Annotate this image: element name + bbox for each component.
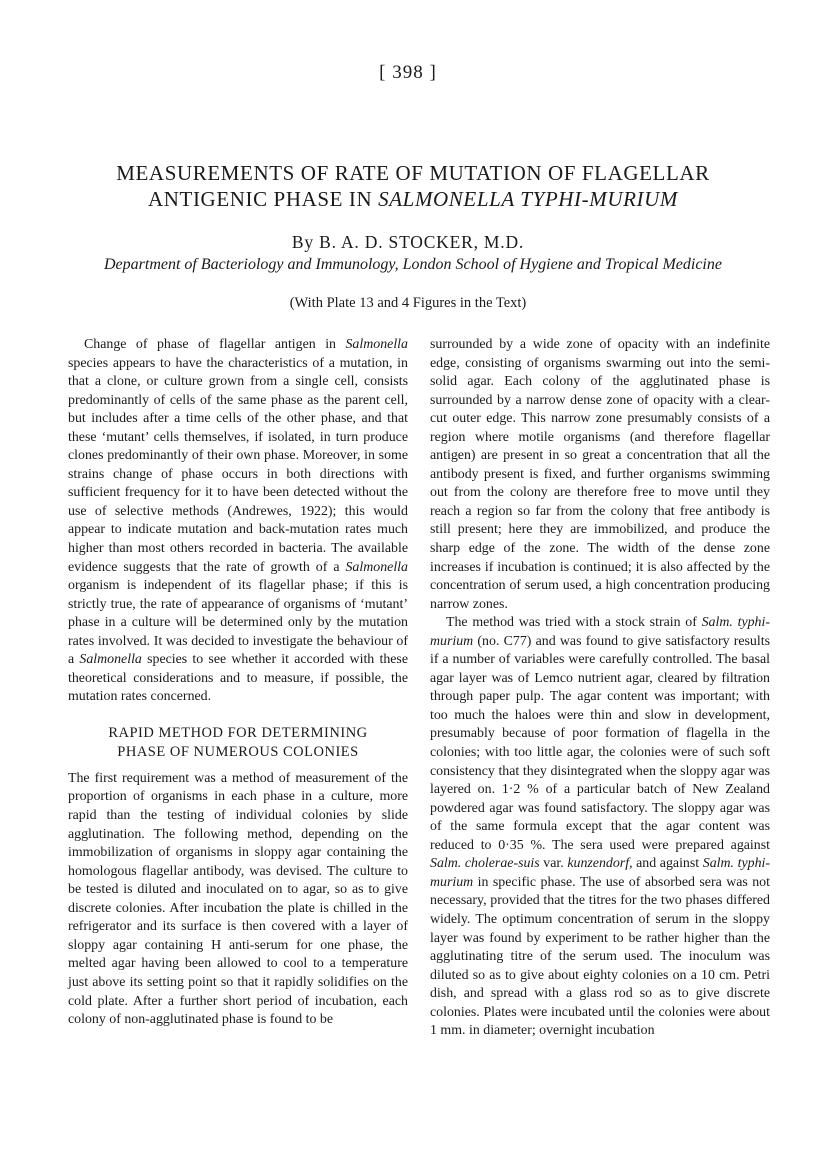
title-line-2-prefix: ANTIGENIC PHASE IN: [148, 187, 379, 211]
left-column: [68, 336, 408, 1030]
continued-paragraph: surrounded by a wide zone of opacity with an indefinite edge, consisting of organisms swarming out into the semi-solid agar. Each colony of the agglutinated phase is surrounded by a narrow dense zone of opacity with a clear-cut outer edge. This narrow zone presumably consists of a region where motile organisms (and therefore flagellar antigen) are present in so great a concentration that all the antibody present is fixed, and further organisms swimming out from the colony are therefore free to move until they reach a region so far from the colony that free antibody is still present; here they are immobilized, and produce the sharp edge of the zone. The width of the dense zone increases if incubation is continued; it is also affected by the concentration of serum used, a high concentration producing narrow zones.: [430, 337, 770, 612]
right-column: [430, 336, 770, 1041]
intro-paragraph: Change of phase of flagellar antigen in Salmonella species appears to have the characteristics of a mutation, in that a clone, or culture grown from a single cell, consists predominantly of cells of the same phase as the parent cell, but includes after a time cells of the other phase, and that these ‘mutant’ cells themselves, if isolated, in turn produce clones predominantly of their own phase. Moreover, in some strains change of phase occurs in both directions with sufficient frequency for it to have been detected without the use of selective methods (Andrewes, 1922); this would appear to indicate mutation and back-mutation rates much higher than most others recorded in bacteria. The available evidence suggests that the rate of growth of a Salmonella organism is independent of its flagellar phase; if this is strictly true, the rate of appearance of organisms of ‘mutant’ phase in a culture will be determined only by the mutation rates involved. It was decided to investigate the behaviour of a Salmonella species to see whether it accorded with these theoretical considerations and to measure, if possible, the mutation rates concerned.: [68, 337, 409, 705]
author-affiliation: Department of Bacteriology and Immunology, London School of Hygiene and Tropical Medicine: [104, 256, 722, 273]
plate-note: (With Plate 13 and 4 Figures in the Text): [289, 295, 527, 311]
method-paragraph: The first requirement was a method of measurement of the proportion of organisms in each phase in a culture, more rapid than the testing of individual colonies by slide agglutination. The following method, depending on the immobilization of organisms in sloppy agar containing the homologous flagellar antibody, was devised. The culture to be tested is diluted and inoculated on to agar, so as to give discrete colonies. After incubation the plate is chilled in the refrigerator and its surface is then covered with a layer of sloppy agar containing H anti-serum for one phase, the melted agar having been allowed to cool to a temperature just above its setting point so that it rapidly solidifies on the cold plate. After a further short period of incubation, each colony of non-agglutinated phase is found to be: [68, 770, 408, 1028]
author-byline: By B. A. D. STOCKER, M.D.: [291, 232, 525, 252]
section-heading: RAPID METHOD FOR DETERMINING PHASE OF NUMEROUS COLONIES: [108, 724, 368, 760]
title-line-1: MEASUREMENTS OF RATE OF MUTATION OF FLAGELLAR: [116, 161, 710, 185]
page-number: [ 398 ]: [379, 62, 437, 83]
title-line-2-organism: SALMONELLA TYPHI-MURIUM: [378, 187, 678, 211]
strain-paragraph: The method was tried with a stock strain of Salm. typhi-murium (no. C77) and was found to give satisfactory results if a number of variables were carefully controlled. The basal agar layer was of Lemco nutrient agar, cleared by filtration through paper pulp. The agar content was important; with too much the haloes were thin and slow in development, presumably because of poor formation of flagella in the colonies; with too little agar, the colonies were of such soft consistency that they disintegrated when the sloppy agar was layered on. 1·2 % of a particular batch of New Zealand powdered agar was found satisfactory. The sloppy agar was of the same formula except that the agar content was reduced to 0·35 %. The sera used were prepared against Salm. cholerae-suis var. kunzendorf, and against Salm. typhi-murium in specific phase. The use of absorbed sera was not necessary, provided that the titres for the two phases differed widely. The optimum concentration of serum in the sloppy layer was found by experiment to be rather higher than the agglutinating titre of the serum used. The inoculum was diluted so as to give about eighty colonies on a 10 cm. Petri dish, and spread with a glass rod so as to give discrete colonies. Plates were incubated until the colonies were about 1 mm. in diameter; overnight incubation: [430, 615, 770, 1039]
article-title: [70, 160, 756, 212]
